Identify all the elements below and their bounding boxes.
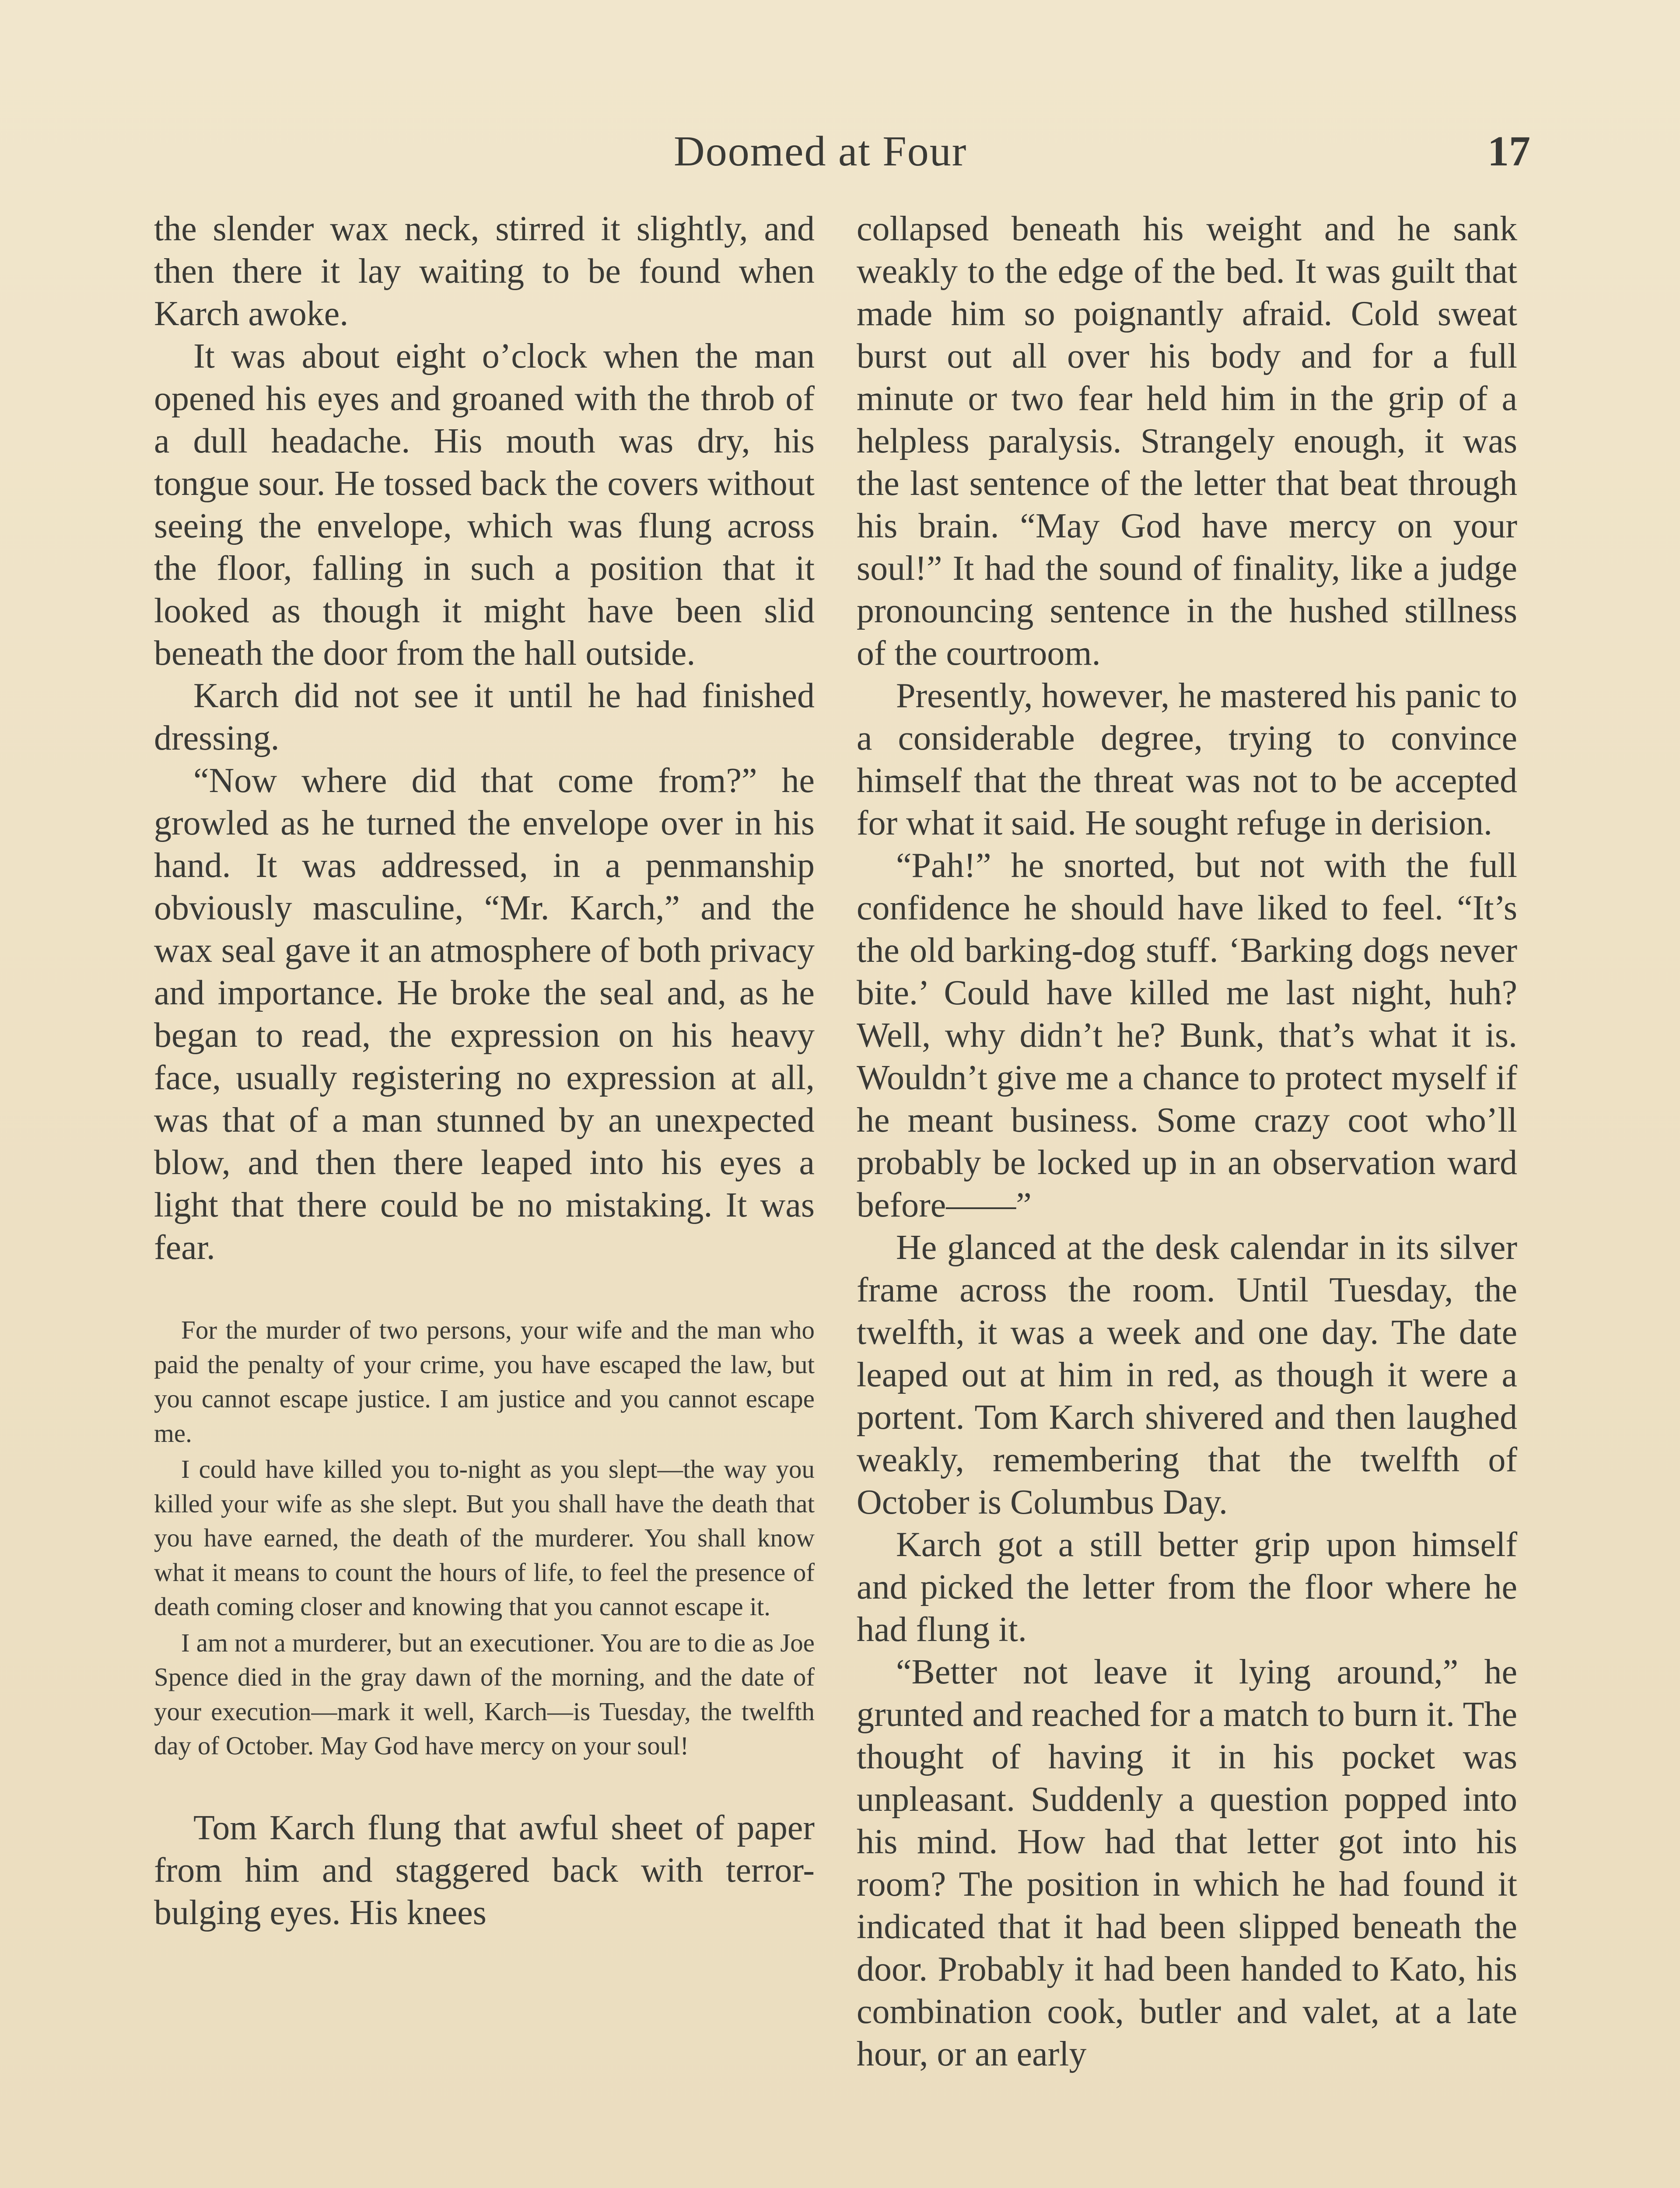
paragraph: “Now where did that come from?” he growled as he turned the envelope over in his hand. It was addressed, in a penmanship obviously masculine, “Mr. Karch,” and the wax seal gave it an atmosphere of both privacy and importance. He broke the seal and, as he began to read, the expression on his heavy face, usually registering no expression at all, was that of a man stunned by an unexpected blow, and then there leaped into his eyes a light that there could be no mistaking. It was fear. bbox=[154, 761, 815, 1267]
paragraph: Karch did not see it until he had finished dressing. bbox=[154, 677, 815, 757]
letter-paragraph: I could have killed you to-night as you slept—the way you killed your wife as she slept. But you shall have the death that you have earned, the death of the murderer. You shall know what it means to count the hours of life, to feel the presence of death coming closer and knowing that you cannot escape it. bbox=[154, 1455, 815, 1621]
left-column bbox=[154, 208, 815, 1934]
paragraph: “Pah!” he snorted, but not with the full confidence he should have liked to feel. “It’s the old barking-dog stuff. ‘Barking dogs never bite.’ Could have killed me last night, huh? Well, why didn’t he? Bunk, that’s what it is. Wouldn’t give me a chance to protect myself if he meant business. Some crazy coot who’ll probably be locked up in an observation ward before——” bbox=[857, 846, 1517, 1224]
paragraph: the slender wax neck, stirred it slightly, and then there it lay waiting to be found when Karch awoke. bbox=[154, 210, 815, 333]
letter-paragraph: For the murder of two persons, your wife and the man who paid the penalty of your crime, you have escaped the law, but you cannot escape justice. I am justice and you cannot escape me. bbox=[154, 1315, 815, 1448]
right-column bbox=[857, 208, 1517, 2076]
letter-paragraph: I am not a murderer, but an executioner. You are to die as Joe Spence died in the gray dawn of the morning, and the date of your execution—mark it well, Karch—is Tuesday, the twelfth day of October. May God have mercy on your soul! bbox=[154, 1628, 815, 1760]
paragraph: Presently, however, he mastered his panic to a considerable degree, trying to convince himself that the threat was not to be accepted for what it said. He sought refuge in derision. bbox=[857, 677, 1517, 842]
running-title: Doomed at Four bbox=[674, 128, 967, 175]
paragraph: Tom Karch flung that awful sheet of paper from him and staggered back with terror-bulging eyes. His knees bbox=[154, 1808, 815, 1932]
paragraph: He glanced at the desk calendar in its silver frame across the room. Until Tuesday, the twelfth, it was a week and one day. The date leaped out at him in red, as though it were a portent. Tom Karch shivered and then laughed weakly, remembering that the twelfth of October is Columbus Day. bbox=[857, 1228, 1517, 1522]
paragraph: collapsed beneath his weight and he sank weakly to the edge of the bed. It was guilt that made him so poignantly afraid. Cold sweat burst out all over his body and for a full minute or two fear held him in the grip of a helpless paralysis. Strangely enough, it was the last sentence of the letter that beat through his brain. “May God have mercy on your soul!” It had the sound of finality, like a judge pronouncing sentence in the hushed stillness of the courtroom. bbox=[857, 210, 1517, 673]
page-number: 17 bbox=[1488, 128, 1530, 175]
paragraph: “Better not leave it lying around,” he grunted and reached for a match to burn it. The thought of having it in his pocket was unpleasant. Suddenly a question popped into his mind. How had that letter got into his room? The position in which he had found it indicated that it had been slipped beneath the door. Probably it had been handed to Kato, his combination cook, butler and valet, at a late hour, or an early bbox=[857, 1653, 1517, 2073]
paragraph: Karch got a still better grip upon himself and picked the letter from the floor where he had flung it. bbox=[857, 1525, 1517, 1649]
page-header bbox=[0, 127, 1540, 188]
paragraph: It was about eight o’clock when the man opened his eyes and groaned with the throb of a dull headache. His mouth was dry, his tongue sour. He tossed back the covers without seeing the envelope, which was flung across the floor, falling in such a position that it looked as though it might have been slid beneath the door from the hall outside. bbox=[154, 337, 815, 673]
letter-text bbox=[154, 1313, 815, 1763]
